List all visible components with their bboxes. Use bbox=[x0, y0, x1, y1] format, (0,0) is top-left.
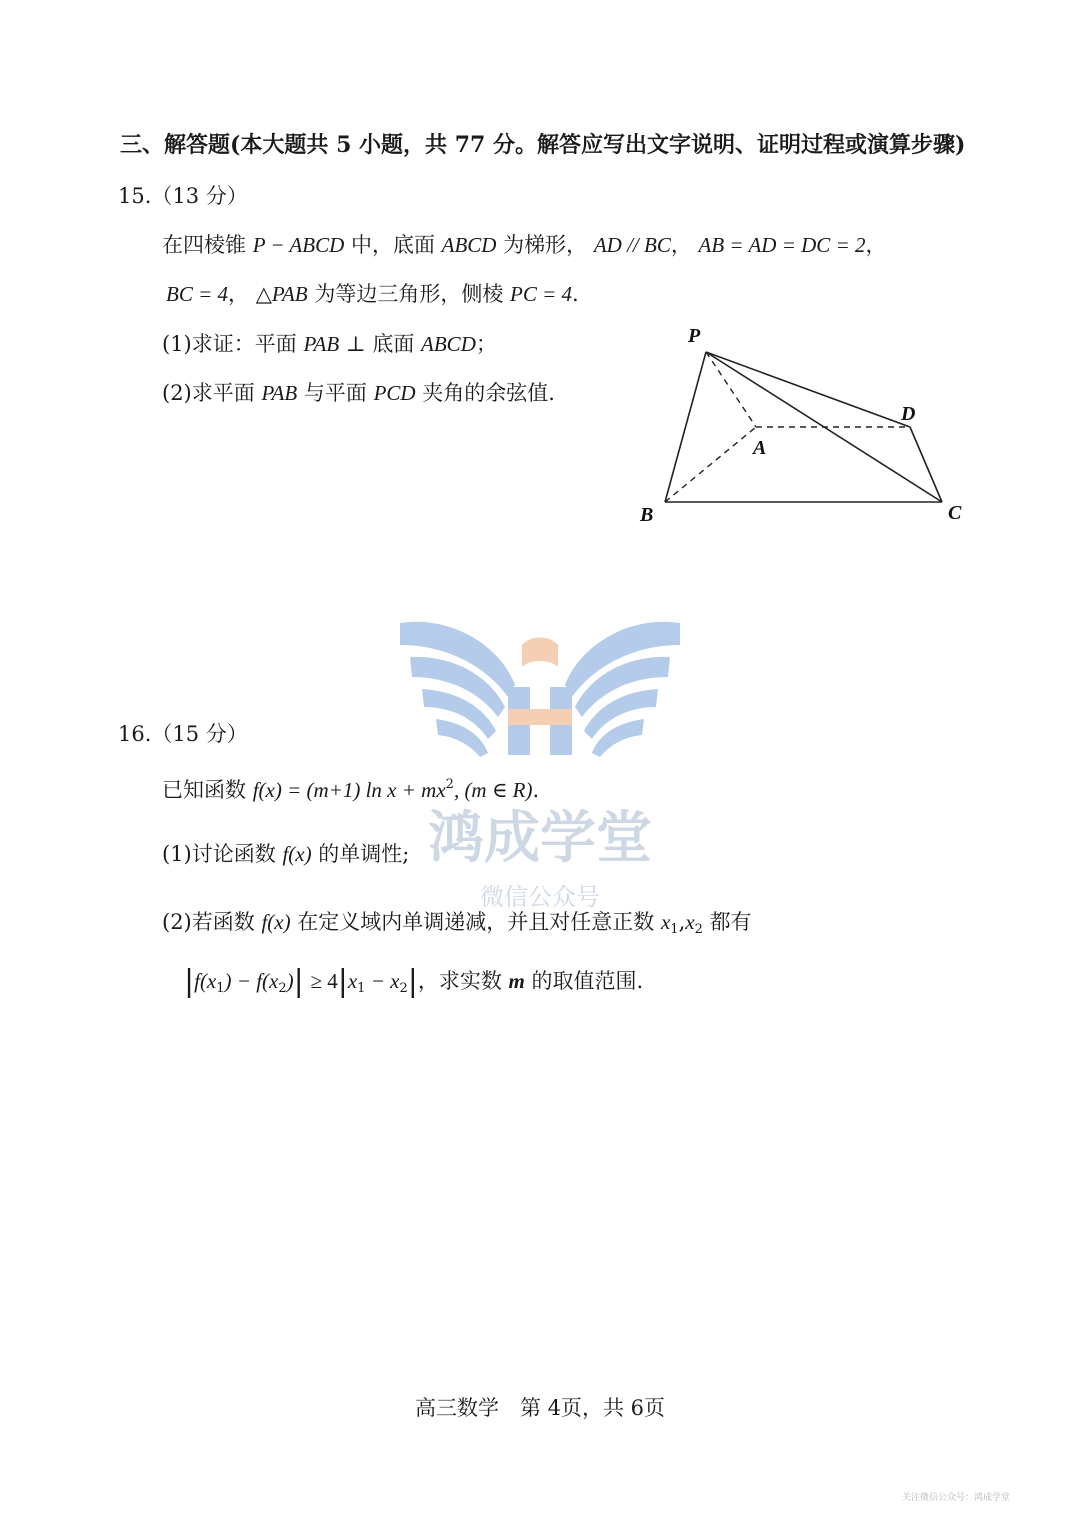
label-B: B bbox=[640, 504, 654, 526]
edge-DC bbox=[910, 427, 942, 502]
math-pyramid: P − ABCD bbox=[252, 233, 345, 257]
math-var: x bbox=[660, 910, 671, 934]
question-score: （13 分） bbox=[151, 184, 248, 208]
math-subscript: 2 bbox=[399, 981, 408, 996]
q15-statement-line-2 bbox=[166, 278, 579, 308]
edge-PD bbox=[706, 352, 910, 427]
text: . bbox=[532, 778, 540, 802]
math-pc: PC = 4 bbox=[510, 282, 573, 306]
text: ； bbox=[475, 332, 497, 356]
question-16-header bbox=[118, 718, 248, 748]
text: 的取值范围. bbox=[531, 969, 644, 993]
text: 的单调性; bbox=[318, 842, 410, 866]
math-var: x bbox=[347, 969, 358, 993]
math-subscript: 1 bbox=[670, 922, 679, 937]
math-term: ) − f(x bbox=[224, 969, 279, 993]
section-heading: 三、解答题(本大题共 5 小题，共 77 分。解答应写出文字说明、证明过程或演算步骤) bbox=[120, 132, 966, 158]
q16-inequality bbox=[184, 964, 643, 999]
math-bc: BC = 4 bbox=[166, 282, 229, 306]
logo-h-bar bbox=[508, 709, 572, 725]
text: , bbox=[678, 910, 686, 934]
abs-bar: | bbox=[184, 964, 195, 999]
text: . bbox=[572, 282, 579, 306]
math-var: m bbox=[508, 969, 525, 993]
math-function: (x) = (m+1) ln x + mx bbox=[258, 778, 446, 802]
math-term: ) bbox=[286, 969, 294, 993]
text: 为梯形， bbox=[503, 233, 588, 257]
watermark-logo bbox=[390, 605, 690, 915]
q16-part-1 bbox=[162, 838, 409, 868]
text: (2)若函数 bbox=[162, 910, 255, 934]
question-15-header bbox=[118, 180, 248, 210]
pyramid-figure bbox=[620, 310, 980, 540]
edge-PB bbox=[665, 352, 706, 502]
math-equalities: AB = AD = DC = 2 bbox=[698, 233, 866, 257]
edge-PA-hidden bbox=[706, 352, 756, 427]
abs-bar: | bbox=[337, 964, 348, 999]
q16-given bbox=[162, 774, 539, 804]
math-plane: PCD bbox=[373, 381, 416, 405]
watermark-sub: 微信公众号 bbox=[480, 883, 600, 911]
label-C: C bbox=[948, 502, 962, 524]
question-number: 15. bbox=[118, 184, 152, 208]
corner-note: 关注微信公众号：鸿成学堂 bbox=[901, 1493, 1010, 1503]
math-exponent: 2 bbox=[445, 777, 454, 792]
edge-AB-hidden bbox=[665, 427, 756, 502]
text: 与平面 bbox=[303, 381, 367, 405]
text: ， bbox=[670, 233, 692, 257]
question-number: 16. bbox=[118, 722, 152, 746]
text: (2)求平面 bbox=[162, 381, 255, 405]
math-triangle: △PAB bbox=[255, 282, 308, 306]
math-function: f(x) bbox=[282, 842, 312, 866]
text: 为等边三角形，侧棱 bbox=[314, 282, 504, 306]
watermark-brand: 鸿成学堂 bbox=[428, 806, 652, 871]
math-subscript: 2 bbox=[694, 922, 703, 937]
math-term: − x bbox=[365, 969, 400, 993]
math-var: x bbox=[685, 910, 695, 934]
text: 在四棱锥 bbox=[162, 233, 246, 257]
text: (1)求证：平面 bbox=[162, 332, 297, 356]
math-parallel: AD // BC bbox=[593, 233, 671, 257]
q16-part-2 bbox=[162, 906, 752, 937]
math-subscript: 1 bbox=[216, 981, 225, 996]
math-f: f bbox=[252, 778, 259, 802]
math-subscript: 2 bbox=[278, 981, 287, 996]
q15-statement-line-1 bbox=[162, 229, 887, 259]
text: ⊥ 底面 bbox=[345, 332, 415, 356]
text: ，求实数 bbox=[417, 969, 502, 993]
text: 中，底面 bbox=[350, 233, 435, 257]
abs-bar: | bbox=[407, 964, 418, 999]
math-plane: PAB bbox=[303, 332, 340, 356]
q15-part-2 bbox=[162, 377, 555, 407]
math-function: f(x) bbox=[261, 910, 291, 934]
abs-bar: | bbox=[293, 964, 304, 999]
math-base: ABCD bbox=[441, 233, 497, 257]
math-term: f(x bbox=[194, 969, 217, 993]
math-subscript: 1 bbox=[357, 981, 366, 996]
math-domain: , (m ∈ R) bbox=[453, 778, 533, 802]
question-score: （15 分） bbox=[151, 722, 248, 746]
page-footer: 高三数学 第 4页，共 6页 bbox=[414, 1396, 666, 1420]
math-ge: ≥ 4 bbox=[310, 969, 338, 993]
text: ， bbox=[228, 282, 250, 306]
text: (1)讨论函数 bbox=[162, 842, 276, 866]
text: 都有 bbox=[709, 910, 752, 934]
math-base: ABCD bbox=[421, 332, 476, 356]
label-P: P bbox=[688, 325, 701, 347]
text: 已知函数 bbox=[162, 778, 246, 802]
text: 在定义域内单调递减，并且对任意正数 bbox=[297, 910, 655, 934]
crest bbox=[522, 638, 558, 668]
text: ， bbox=[865, 233, 887, 257]
text: 夹角的余弦值. bbox=[422, 381, 555, 405]
q15-part-1 bbox=[162, 328, 497, 358]
label-D: D bbox=[901, 403, 916, 425]
math-plane: PAB bbox=[261, 381, 298, 405]
label-A: A bbox=[753, 437, 767, 459]
